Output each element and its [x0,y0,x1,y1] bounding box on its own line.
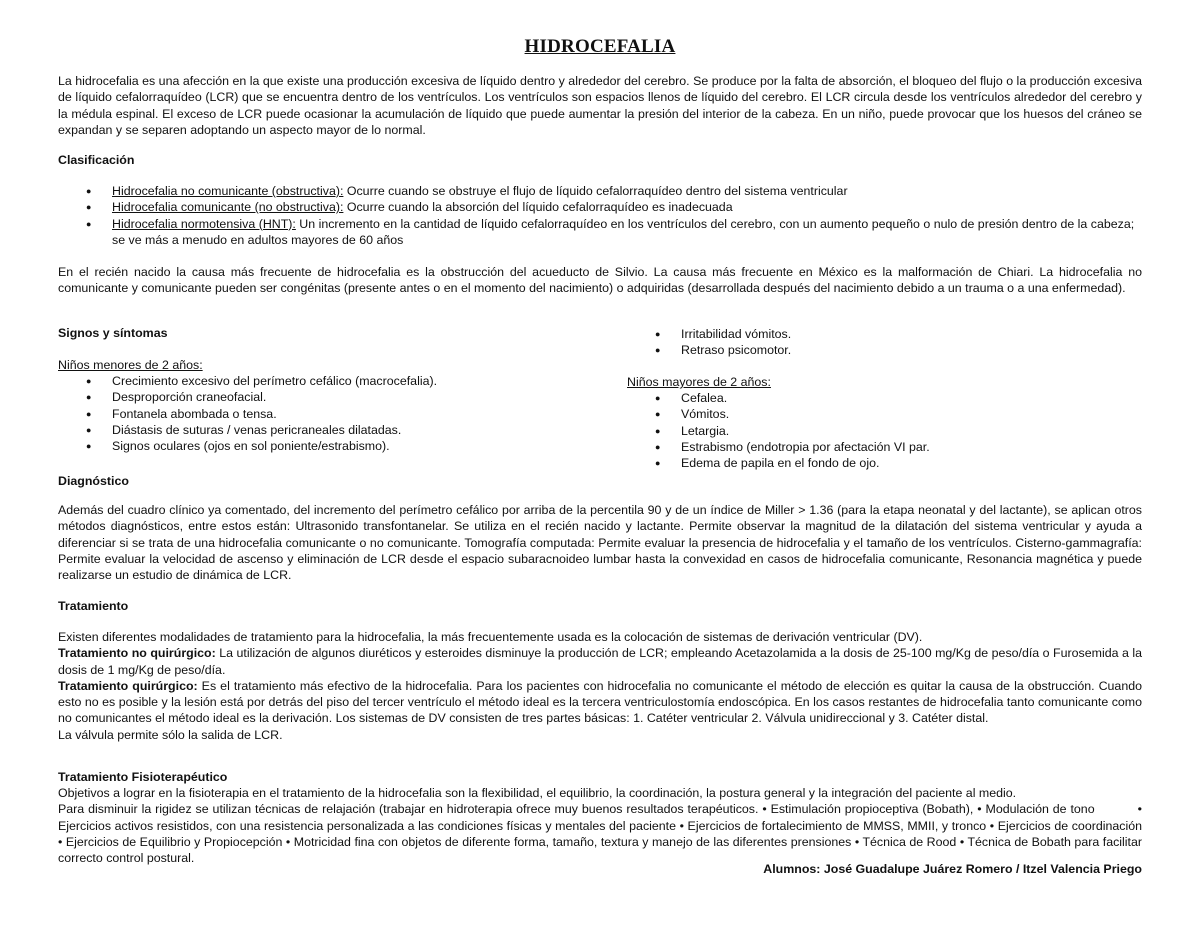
list-item-text: Ocurre cuando se obstruye el flujo de líquido cefalorraquídeo dentro del sistema ventricular [343,184,848,198]
no-quirurgico-label: Tratamiento no quirúrgico: [58,646,216,661]
right-column-list [627,326,1147,359]
tratamiento-heading: Tratamiento [58,599,129,613]
clasificacion-list [58,183,1142,248]
menores-list [58,373,598,454]
list-item: ● Irritabilidad vómitos. [627,326,1147,342]
no-quirurgico-text: La utilización de algunos diuréticos y esteroides disminuye la producción de LCR; empleando Acetazolamida a la dosis de 25-100 mg/Kg de peso/día o Furosemida a la dosis de 1 mg/Kg de peso/día. [58,646,1142,677]
list-item: ● Cefalea. [627,390,1147,406]
list-item-term: Hidrocefalia normotensiva (HNT): [112,216,296,231]
tratamiento-no-quirurgico [58,645,1142,678]
list-item [58,216,1142,249]
clasificacion-heading: Clasificación [58,153,135,167]
tratamiento-intro: Existen diferentes modalidades de tratamiento para la hidrocefalia, la más frecuentemente usada es la colocación de sistemas de derivación ventricular (DV). [58,630,923,644]
list-item: ● Edema de papila en el fondo de ojo. [627,455,1147,471]
mayores-label: Niños mayores de 2 años: [627,375,771,389]
list-item: ● Signos oculares (ojos en sol poniente/estrabismo). [58,438,598,454]
list-item: ● Fontanela abombada o tensa. [58,406,598,422]
intro-paragraph: La hidrocefalia es una afección en la que existe una producción excesiva de líquido dentro y alrededor del cerebro. Se produce por la falta de absorción, el bloqueo del flujo o la producción excesiva de líquido cefalorraquídeo (LCR) que se encuentra dentro de los ventrículos. Los ventrículos son espacios llenos de líquido del cerebro. El LCR circula desde los ventrículos alrededor del cerebro y la médula espinal. El exceso de LCR puede ocasionar la acumulación de líquido que puede aumentar la presión del interior de la cabeza. En un niño, puede provocar que los huesos del cráneo se expandan y se separen adoptando un aspecto mayor de lo normal. [58,74,1142,137]
quirurgico-text: Es el tratamiento más efectivo de la hidrocefalia. Para los pacientes con hidrocefalia no comunicante el método de elección es quitar la causa de la obstrucción. Cuando esto no es posible y la lesión está por detrás del piso del tercer ventrículo el método ideal es la tercera ventriculostomía endoscópica. En los casos restantes de hidrocefalia tanto comunicante como no comunicantes el método ideal es la derivación. Los sistemas de DV consisten de tres partes básicas: 1. Catéter ventricular 2. Válvula unidireccional y 3. Catéter distal. [58,678,1142,726]
list-item: ● Estrabismo (endotropia por afectación VI par. [627,439,1147,455]
authors-signature: Alumnos: José Guadalupe Juárez Romero / Itzel Valencia Priego [763,862,1142,876]
valvula-note: La válvula permite sólo la salida de LCR. [58,727,283,742]
list-item [58,183,1142,199]
fisio-heading: Tratamiento Fisioterapéutico [58,770,228,784]
diagnostico-heading: Diagnóstico [58,474,129,488]
mayores-list [627,390,1147,471]
fisio-section [58,785,1146,866]
fisio-tecnicas: Para disminuir la rigidez se utilizan técnicas de relajación (trabajar en hidroterapia ofrece muy buenos resultados terapéuticos. • Estimulación propioceptiva (Bobath), • Modulación de tono • Ejercicios activos resistidos, con una resistencia personalizada a las condiciones físicas y mentales del paciente • Ejercicios de fortalecimiento de MMSS, MMII, y tronco • Ejercicios de coordinación • Ejercicios de Equilibrio y Propiocepción • Motricidad fina con objetos de diferente forma, tamaño, textura y manejo de las diferentes prensiones • Técnica de Rood • Técnica de Bobath para facilitar correcto control postural. [58,802,1146,866]
tratamiento-quirurgico [58,678,1142,727]
list-item-term: Hidrocefalia comunicante (no obstructiva): [112,200,344,215]
list-item: ● Retraso psicomotor. [627,342,1147,358]
list-item: ● Vómitos. [627,406,1147,422]
list-item: ● Crecimiento excesivo del perímetro cefálico (macrocefalia). [58,373,598,389]
document-title: HIDROCEFALIA [524,36,676,57]
menores-label: Niños menores de 2 años: [58,358,203,372]
diagnostico-paragraph: Además del cuadro clínico ya comentado, del incremento del perímetro cefálico por arriba de la percentila 90 y de un índice de Miller > 1.36 (para la etapa neonatal y del lactante), se aplican otros métodos diagnósticos, entre estos están: Ultrasonido transfontanelar. Se utiliza en el recién nacido y lactante. Permite observar la magnitud de la dilatación del sistema ventricular y ayuda a diferenciar si se trata de una hidrocefalia comunicante o no comunicante. Tomografía computada: Permite evaluar la presencia de hidrocefalia y el tamaño de los ventrículos. Cisterno-gammagrafía: Permite evaluar la velocidad de ascenso y eliminación de LCR desde el espacio subaracnoideo lumbar hasta la convexidad en casos de hidrocefalia comunicante, Resonancia magnética y puede realizarse un estudio de dinámica de LCR. [58,503,1142,583]
list-item: ● Diástasis de suturas / venas pericraneales dilatadas. [58,422,598,438]
signos-heading: Signos y síntomas [58,326,168,340]
list-item: ● Letargia. [627,423,1147,439]
tratamiento-section [58,629,1142,743]
quirurgico-label: Tratamiento quirúrgico: [58,678,198,693]
causes-paragraph: En el recién nacido la causa más frecuente de hidrocefalia es la obstrucción del acueducto de Silvio. La causa más frecuente en México es la malformación de Chiari. La hidrocefalia no comunicante y comunicante pueden ser congénitas (presente antes o en el momento del nacimiento) o adquiridas (desarrollada después del nacimiento debido a un trauma o a una enfermedad). [58,265,1142,296]
list-item-text: Un incremento en la cantidad de líquido cefalorraquídeo en los ventrículos del cerebro, con un aumento pequeño o nulo de presión dentro de la cabeza; se ve más a menudo en adultos mayores de 60 años [112,216,1135,247]
list-item: ● Desproporción craneofacial. [58,389,598,405]
list-item-term: Hidrocefalia no comunicante (obstructiva): [112,184,344,198]
list-item [58,199,1142,215]
fisio-objetivos: Objetivos a lograr en la fisioterapia en el tratamiento de la hidrocefalia son la flexibilidad, el equilibrio, la coordinación, la postura general y la integración del paciente al medio. [58,786,1017,800]
list-item-text: Ocurre cuando la absorción del líquido cefalorraquídeo es inadecuada [343,200,733,215]
